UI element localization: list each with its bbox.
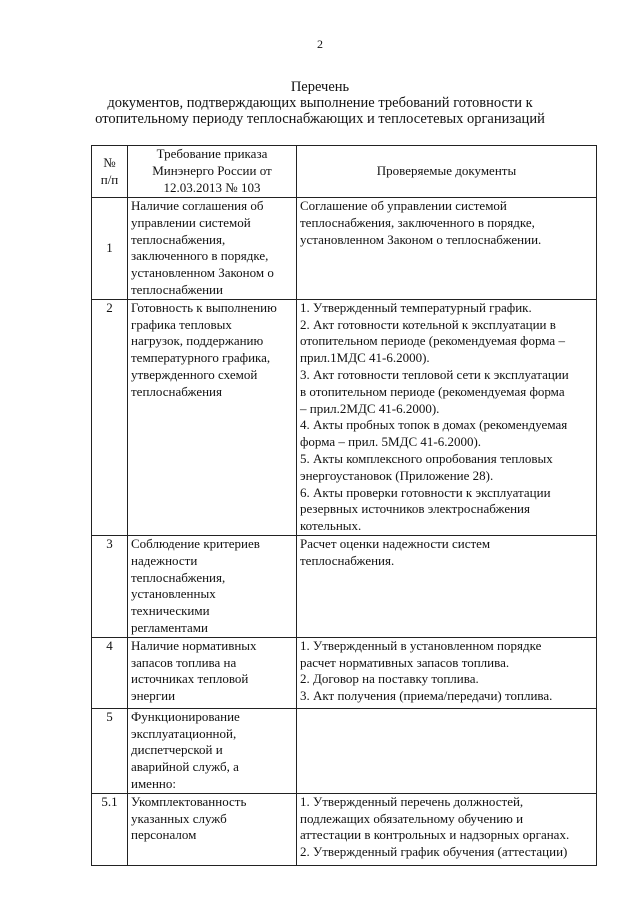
title-line: документов, подтверждающих выполнение требований готовности к	[107, 95, 533, 111]
document-title	[40, 79, 600, 127]
table-row	[92, 535, 597, 637]
row-number: 2	[92, 299, 128, 535]
documents-cell: Соглашение об управлении системой теплоснабжения, заключенного в порядке, установленном Законом о теплоснабжении.	[297, 198, 597, 300]
requirement-cell: Функционирование эксплуатационной, диспетчерской и аварийной служб, а именно:	[128, 708, 297, 793]
requirement-cell: Наличие соглашения об управлении системой теплоснабжения, заключенного в порядке, установленном Законом о теплоснабжении	[128, 198, 297, 300]
table-header-row	[92, 146, 597, 198]
table-row	[92, 637, 597, 708]
requirement-cell: Готовность к выполнению графика тепловых нагрузок, поддержанию температурного графика, утвержденного схемой теплоснабжения	[128, 299, 297, 535]
requirement-cell: Укомплектованность указанных служб персоналом	[128, 793, 297, 865]
row-number: 5.1	[92, 793, 128, 865]
documents-cell: 1. Утвержденный температурный график. 2. Акт готовности котельной к эксплуатации в отопительном периоде (рекомендуемая форма – прил.1МДС 41-6.2000). 3. Акт готовности тепловой сети к эксплуатации в отопительном периоде (рекомендуемая форма – прил.2МДС 41-6.2000). 4. Акты пробных топок в домах (рекомендуемая форма – прил. 5МДС 41-6.2000). 5. Акты комплексного опробования тепловых энергоустановок (Приложение 28). 6. Акты проверки готовности к эксплуатации резервных источников электроснабжения котельных.	[297, 299, 597, 535]
requirements-table	[91, 145, 597, 866]
title-line: Перечень	[290, 79, 350, 95]
documents-cell: 1. Утвержденный в установленном порядке расчет нормативных запасов топлива. 2. Договор на поставку топлива. 3. Акт получения (приема/передачи) топлива.	[297, 637, 597, 708]
documents-cell: 1. Утвержденный перечень должностей, подлежащих обязательному обучению и аттестации в контрольных и надзорных органах. 2. Утвержденный график обучения (аттестации)	[297, 793, 597, 865]
header-documents: Проверяемые документы	[297, 146, 597, 198]
documents-cell	[297, 708, 597, 793]
page-number: 2	[317, 37, 323, 51]
header-num: № п/п	[92, 146, 128, 198]
header-requirement: Требование приказа Минэнерго России от 12.03.2013 № 103	[128, 146, 297, 198]
requirement-cell: Соблюдение критериев надежности теплоснабжения, установленных техническими регламентами	[128, 535, 297, 637]
title-line: отопительному периоду теплоснабжающих и теплосетевых организаций	[95, 111, 545, 127]
documents-cell: Расчет оценки надежности систем теплоснабжения.	[297, 535, 597, 637]
table-row	[92, 198, 597, 300]
table-row	[92, 299, 597, 535]
row-number: 3	[92, 535, 128, 637]
row-number: 1	[92, 198, 128, 300]
row-number: 4	[92, 637, 128, 708]
table-row	[92, 793, 597, 865]
requirement-cell: Наличие нормативных запасов топлива на источниках тепловой энергии	[128, 637, 297, 708]
table-row	[92, 708, 597, 793]
row-number: 5	[92, 708, 128, 793]
